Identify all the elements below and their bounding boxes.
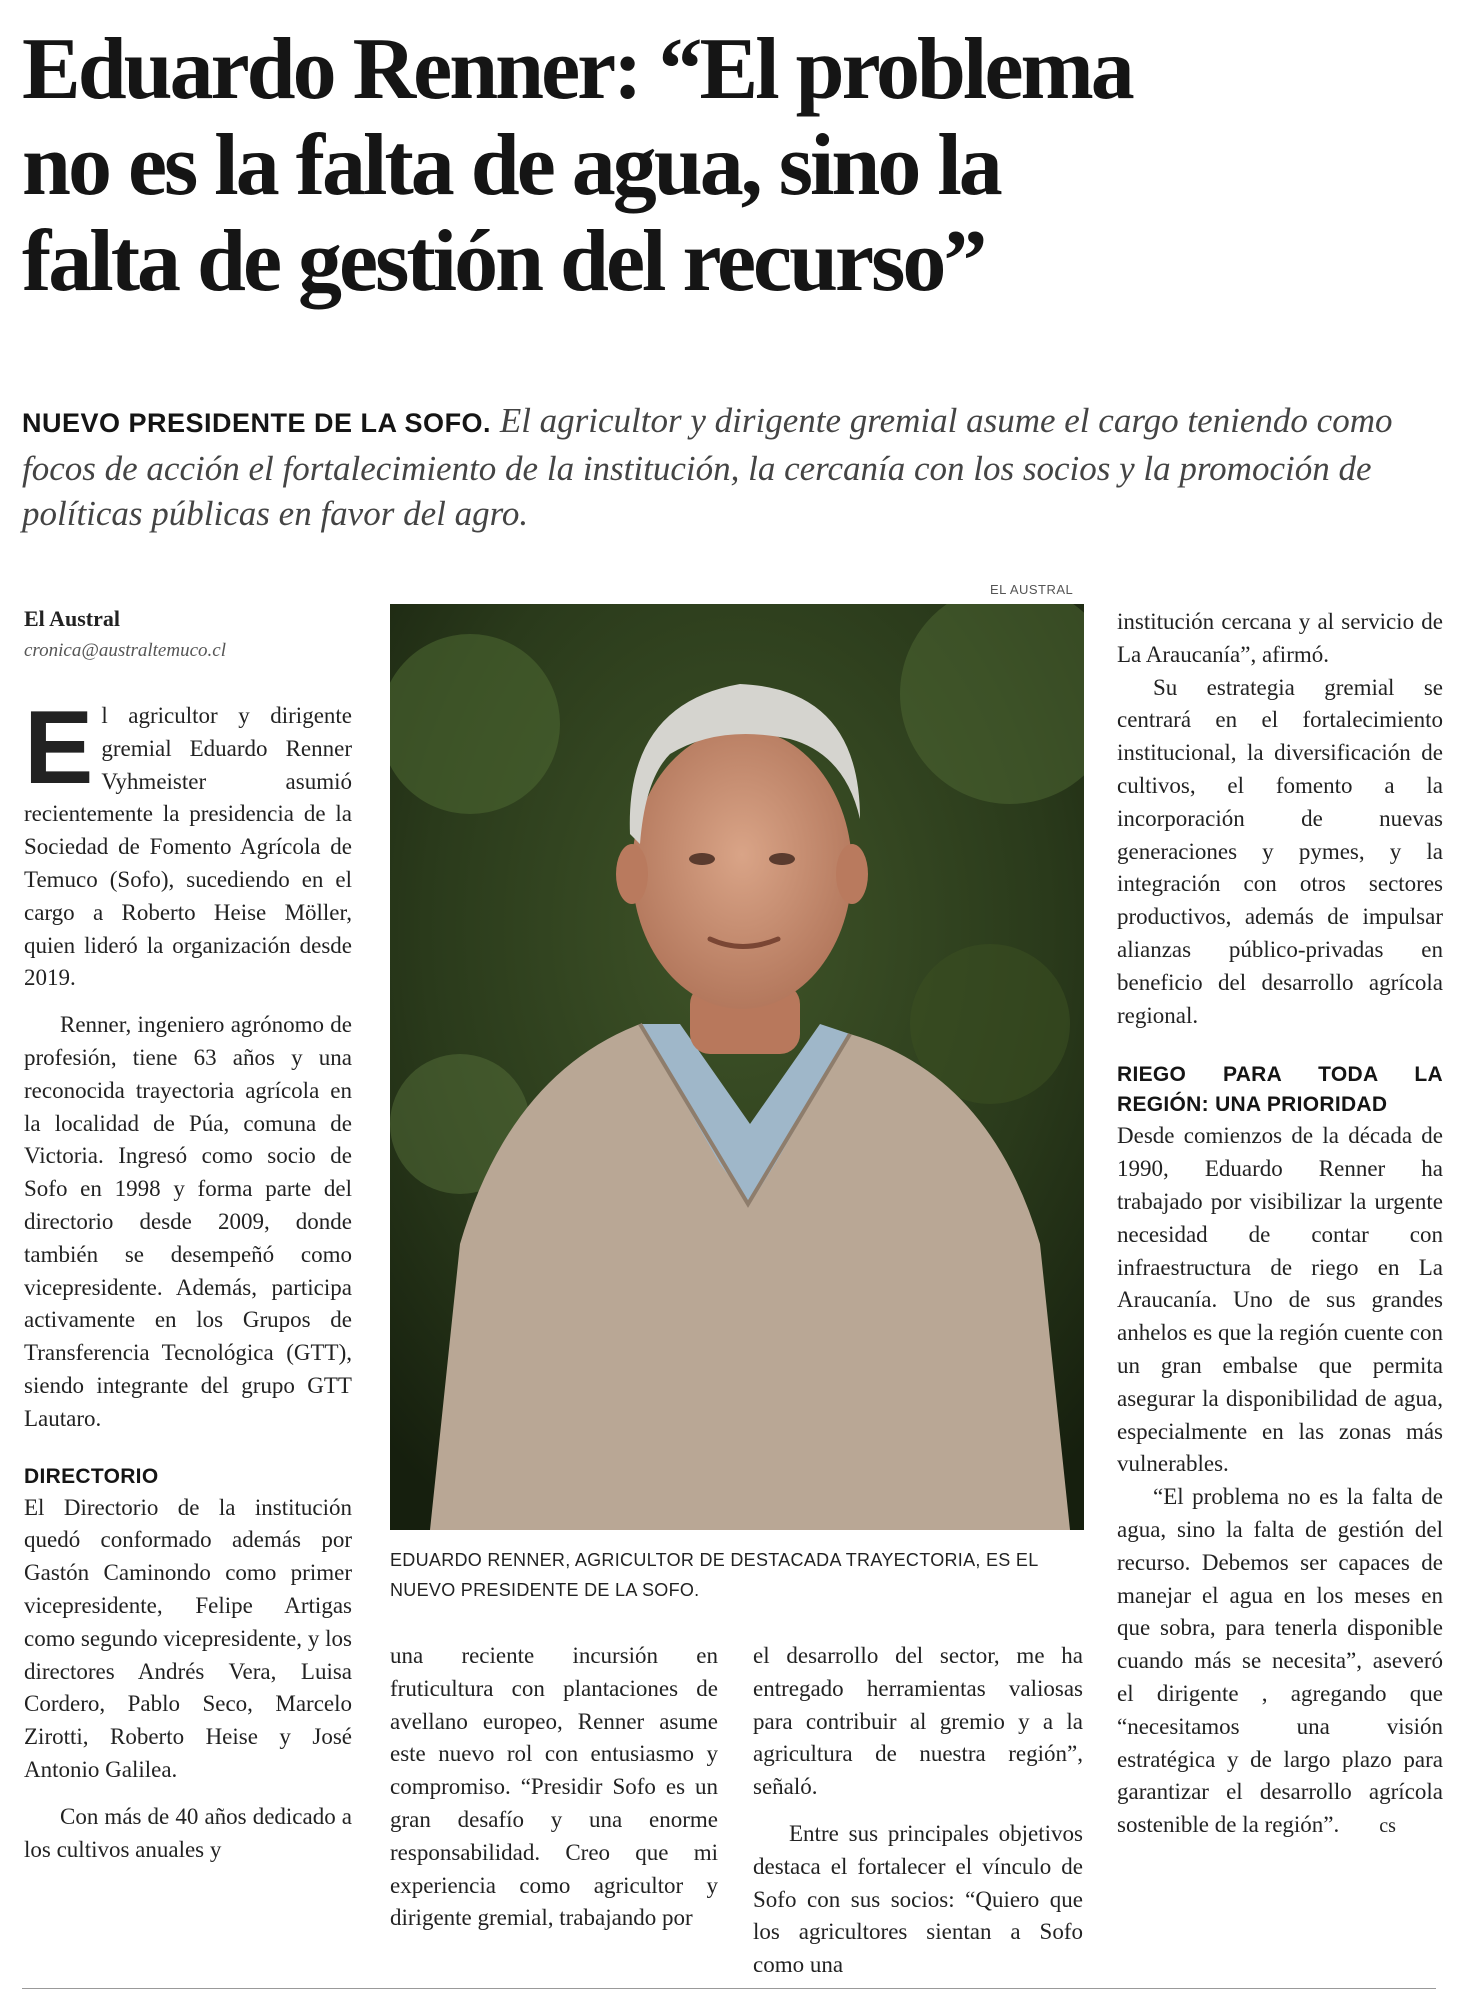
paragraph: Entre sus principales objetivos destaca el fortalecer el vínculo de Sofo con sus socios: “Quiero que los agricultores sientan a Sofo como una [753,1820,1083,1978]
paragraph: Desde comienzos de la década de 1990, Eduardo Renner ha trabajado por visibilizar la urgente necesidad de contar con infraestructura de riego en La Araucanía. Uno de sus grandes anhelos es que la región cuente con un gran embalse que permita asegurar la disponibilidad de agua, especialmente en las zonas más vulnerables. [1117,1123,1443,1477]
subhead [22,398,1442,536]
paragraph-text: “El problema no es la falta de agua, sino la falta de gestión del recurso. Debemos ser capaces de manejar el agua en los meses en que sobra, para tenerla disponible cuando más se necesita”, aseveró el dirigente , agregando que “necesitamos una visión estratégica y de largo plazo para garantizar el desarrollo agrícola sostenible de la región”. [1117,1484,1443,1838]
drop-cap: E [24,690,94,806]
section-heading-riego: RIEGO PARA TODA LA REGIÓN: UNA PRIORIDAD [1117,1063,1443,1117]
headline [22,22,1442,310]
paragraph: Su estrategia gremial se centrará en el fortalecimiento institucional, la diversificación de cultivos, el fomento a la incorporación de nuevas generaciones y pymes, y la integración con otros sectores productivos, además de impulsar alianzas público-privadas en beneficio del desarrollo agrícola regional. [1117,674,1443,1028]
bottom-rule [22,1988,1436,1989]
end-mark: cs [1379,1815,1396,1838]
paragraph: Renner, ingeniero agrónomo de profesión, tiene 63 años y una reconocida trayectoria agrícola en la localidad de Púa, comuna de Victoria. Ingresó como socio de Sofo en 1998 y forma parte del directorio desde 2009, donde también se desempeñó como vicepresidente. Además, participa activamente en los Grupos de Transferencia Tecnológica (GTT), siendo integrante del grupo GTT Lautaro. [24,1012,352,1431]
article-column-4 [1117,606,1443,1843]
photo-caption: EDUARDO RENNER, AGRICULTOR DE DESTACADA TRAYECTORIA, ES EL NUEVO PRESIDENTE DE LA SOFO. [390,1550,1038,1600]
headline-line-3: falta de gestión del recurso” [22,213,985,310]
paragraph: el desarrollo del sector, me ha entregado herramientas valiosas para contribuir al gremio y a la agricultura de nuestra región”, señaló. [753,1643,1083,1800]
paragraph: institución cercana y al servicio de La Araucanía”, afirmó. [1117,609,1443,667]
portrait-photo [390,604,1084,1530]
section-heading-directorio: DIRECTORIO [24,1464,159,1488]
paragraph: una reciente incursión en fruticultura con plantaciones de avellano europeo, Renner asume este nuevo rol con entusiasmo y compromiso. “Presidir Sofo es un gran desafío y una enorme responsabilidad. Creo que mi experiencia como agricultor y dirigente gremial, trabajando por [390,1643,718,1931]
byline-author: El Austral [24,606,120,631]
paragraph: Con más de 40 años dedicado a los cultivos anuales y [24,1803,352,1862]
paragraph: El Directorio de la institución quedó conformado además por Gastón Caminondo como primer vicepresidente, Felipe Artigas como segundo vicepresidente, y los directores Andrés Vera, Luisa Cordero, Pablo Seco, Marcelo Zirotti, Roberto Heise y José Antonio Galilea. [24,1494,352,1782]
article-column-2 [390,1640,718,1935]
subhead-deck: El agricultor y dirigente gremial asume el cargo teniendo como focos de acción el fortalecimiento de la institución, la cercanía con los socios y la promoción de políticas públicas en favor del agro. [22,401,1393,533]
paragraph-text: l agricultor y dirigente gremial Eduardo Renner Vyhmeister asumió recientemente la presidencia de la Sociedad de Fomento Agrícola de Temuco (Sofo), sucediendo en el cargo a Roberto Heise Möller, quien lideró la organización desde 2019. [24,703,352,991]
paragraph [1117,1481,1443,1843]
portrait-illustration [390,604,1084,1530]
headline-line-1: Eduardo Renner: “El problema [22,21,1132,118]
byline-email: cronica@australtemuco.cl [24,640,226,661]
paragraph [24,690,352,995]
article-column-3 [753,1640,1083,1982]
photo-credit: EL AUSTRAL [990,582,1074,597]
subhead-kicker: NUEVO PRESIDENTE DE LA SOFO. [22,408,492,438]
article-column-1 [24,690,352,1866]
headline-line-2: no es la falta de agua, sino la [22,117,1000,214]
